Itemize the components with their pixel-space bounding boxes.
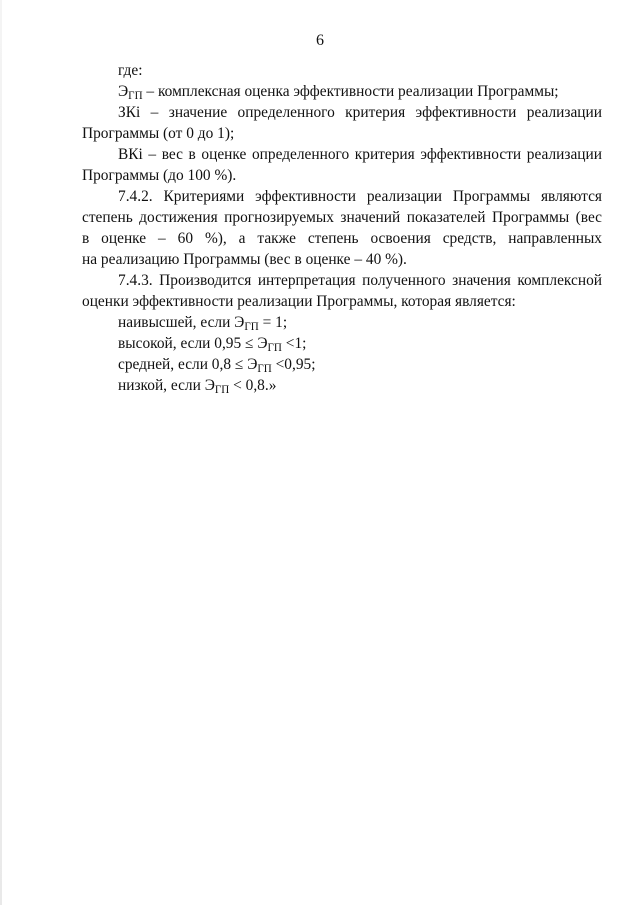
definition-egp — [82, 81, 602, 102]
level-highest — [82, 312, 602, 333]
level-medium — [82, 354, 602, 375]
level-low — [82, 375, 602, 396]
egp-definition-text: – комплексная оценка эффективности реализации Программы; — [142, 83, 559, 100]
level-medium-label: средней, если 0,8 ≤ — [118, 356, 248, 373]
paragraph-742-line-4: на реализацию Программы (вес в оценке – 40 %). — [82, 251, 407, 268]
definition-zki-line-2: Программы (от 0 до 1); — [82, 125, 235, 142]
level-high-condition: <1; — [281, 335, 307, 352]
paragraph-743-line-2: оценки эффективности реализации Программы, которая является: — [82, 293, 516, 310]
egp-subscript: ГП — [128, 90, 143, 103]
egp-subscript: ГП — [267, 342, 282, 355]
level-low-label: низкой, если — [118, 377, 205, 394]
where-label: где: — [118, 62, 143, 79]
egp-symbol: Э — [118, 83, 129, 100]
definition-zki-line-1: ЗКi – значение определенного критерия эффективности реализации — [118, 104, 602, 121]
document-body — [82, 60, 602, 396]
paragraph-742-line-3: в оценке – 60 %), а также степень освоения средств, направленных — [82, 230, 602, 247]
egp-symbol: Э — [204, 377, 215, 394]
level-low-condition: < 0,8.» — [229, 377, 277, 394]
paragraph-743-line-1: 7.4.3. Производится интерпретация полученного значения комплексной — [118, 272, 602, 289]
egp-subscript: ГП — [257, 363, 272, 376]
egp-symbol: Э — [234, 314, 245, 331]
level-medium-condition: <0,95; — [271, 356, 316, 373]
egp-symbol: Э — [257, 335, 268, 352]
level-highest-condition: = 1; — [258, 314, 288, 331]
level-high-label: высокой, если 0,95 ≤ — [118, 335, 258, 352]
egp-subscript: ГП — [244, 321, 259, 334]
page-number: 6 — [316, 32, 324, 49]
level-highest-label: наивысшей, если — [118, 314, 235, 331]
egp-subscript: ГП — [214, 384, 230, 397]
paragraph-742-line-1: 7.4.2. Критериями эффективности реализации Программы являются — [118, 188, 602, 205]
definition-vki-line-2: Программы (до 100 %). — [82, 167, 237, 184]
definition-vki-line-1: ВКi – вес в оценке определенного критерия эффективности реализации — [118, 146, 602, 163]
level-high — [82, 333, 602, 354]
paragraph-742-line-2: степень достижения прогнозируемых значений показателей Программы (вес — [82, 209, 602, 226]
scan-edge — [0, 0, 2, 905]
egp-symbol: Э — [247, 356, 258, 373]
